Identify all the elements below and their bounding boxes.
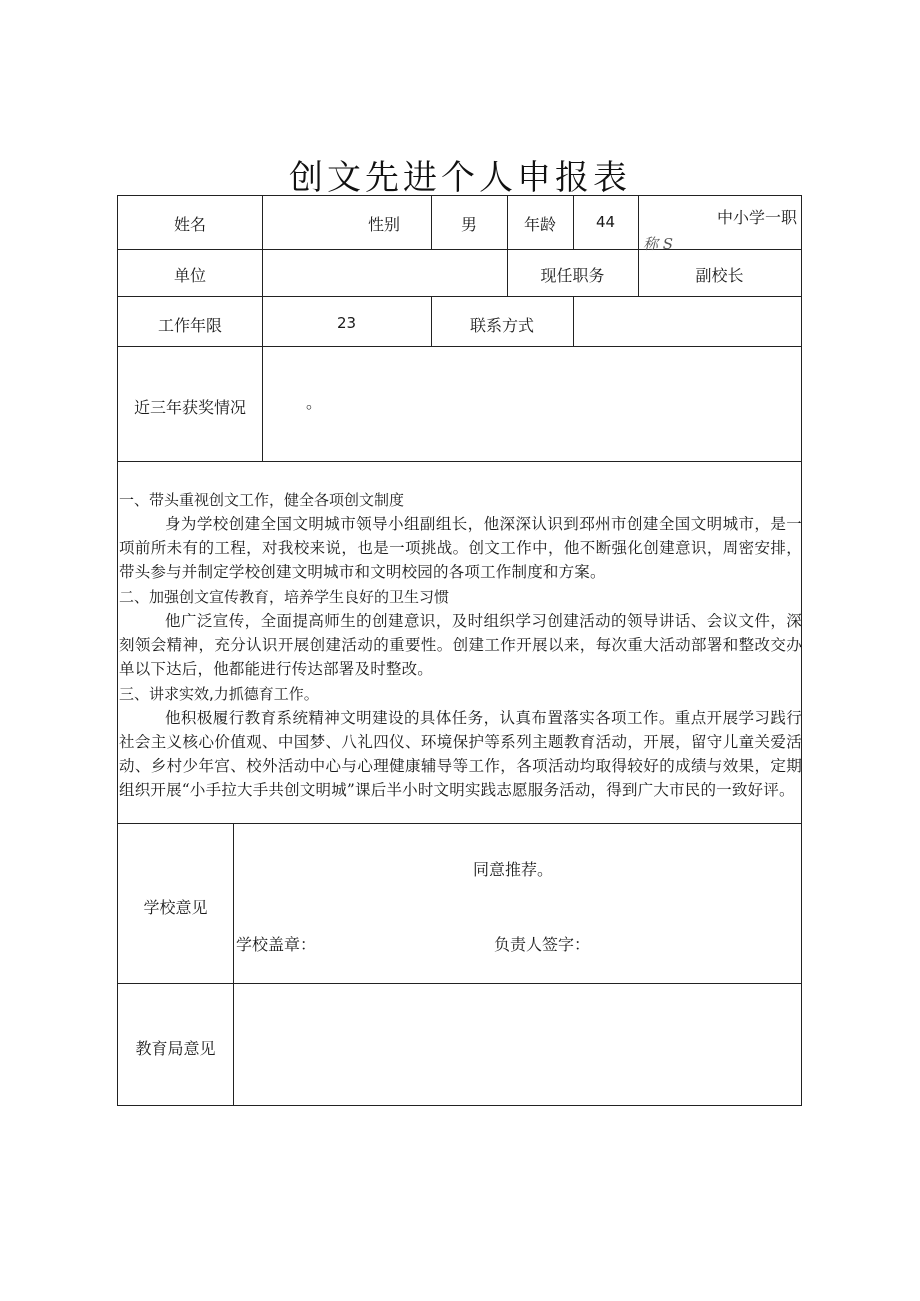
col-divider [573, 296, 574, 346]
row-divider [118, 346, 801, 347]
age-value[interactable]: 44 [595, 213, 616, 231]
row-divider [118, 296, 801, 297]
deed-heading: 二、加强创文宣传教育，培养学生良好的卫生习惯 [119, 588, 450, 606]
years-value[interactable]: 23 [336, 314, 357, 332]
professional-title-field[interactable]: 中小学一职 [716, 208, 797, 227]
years-label: 工作年限 [157, 316, 222, 335]
bureau-opinion-label: 教育局意见 [135, 1039, 216, 1058]
deed-heading: 一、带头重视创文工作，健全各项创文制度 [119, 491, 405, 509]
deed-item-1 [119, 488, 802, 584]
school-seal-label: 学校盖章： [236, 935, 317, 954]
col-divider [233, 823, 234, 1105]
gender-value[interactable]: 男 [460, 215, 477, 234]
gender-label: 性别 [368, 215, 401, 234]
awards-label: 近三年获奖情况 [133, 398, 246, 417]
position-label: 现任职务 [540, 266, 605, 285]
document-title: 创文先进个人申报表 [289, 158, 631, 198]
name-label: 姓名 [173, 215, 206, 234]
deed-item-2 [119, 585, 802, 681]
professional-title-field-wrap: 称 S [643, 235, 674, 253]
deed-heading: 三、讲求实效,力抓德育工作。 [119, 685, 319, 703]
deed-body: 身为学校创建全国文明城市领导小组副组长，他深深认识到邳州市创建全国文明城市，是一项前所未有的工程，对我校来说，也是一项挑战。创文工作中，他不断强化创建意识，周密安排，带头参与并制定学校创建文明城市和文明校园的各项工作制度和方案。 [119, 515, 802, 581]
age-label: 年龄 [523, 215, 556, 234]
signature-label: 负责人签字： [494, 935, 591, 954]
deed-item-3 [119, 682, 802, 802]
contact-label: 联系方式 [469, 316, 534, 335]
school-opinion-label: 学校意见 [143, 898, 208, 917]
position-value[interactable]: 副校长 [695, 266, 744, 285]
row-divider [118, 983, 801, 984]
unit-label: 单位 [173, 266, 206, 285]
row-divider [118, 823, 801, 824]
deed-body: 他积极履行教育系统精神文明建设的具体任务，认真布置落实各项工作。重点开展学习践行社会主义核心价值观、中国梦、八礼四仪、环境保护等系列主题教育活动，开展，留守儿童关爱活动、乡村少年宫、校外活动中心与心理健康辅导等工作，各项活动均取得较好的成绩与效果，定期组织开展“小手拉大手共创文明城”课后半小时文明实践志愿服务活动，得到广大市民的一致好评。 [119, 709, 802, 799]
application-form [117, 195, 802, 1106]
deed-body: 他广泛宣传，全面提高师生的创建意识，及时组织学习创建活动的领导讲话、会议文件，深刻领会精神，充分认识开展创建活动的重要性。创建工作开展以来，每次重大活动部署和整改交办单以下达后，他都能进行传达部署及时整改。 [119, 612, 802, 678]
awards-field[interactable]: 。 [306, 393, 323, 412]
row-divider [118, 461, 801, 462]
school-opinion-text[interactable]: 同意推荐。 [472, 860, 553, 879]
